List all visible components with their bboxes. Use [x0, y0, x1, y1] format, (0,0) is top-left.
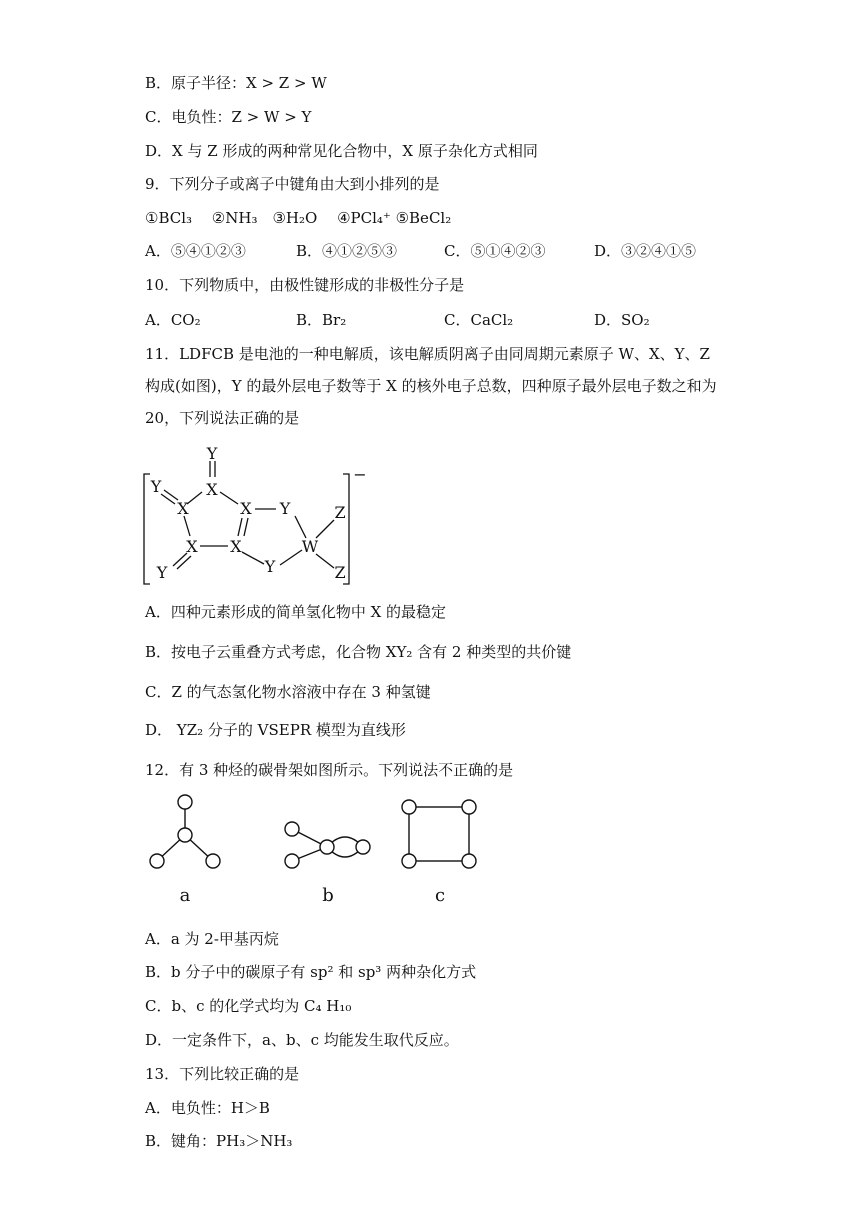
q9-option-d: D．③②④①⑤	[594, 242, 697, 260]
q13-option-a: A．电负性：H＞B	[145, 1099, 270, 1117]
q10-option-d: D．SO₂	[594, 311, 650, 329]
figure-label-c: c	[434, 885, 446, 906]
b-carbon-4	[356, 840, 370, 854]
q9-option-c: C．⑤①④②③	[444, 242, 546, 260]
q11-stem: 11．LDFCB 是电池的一种电解质，该电解质阴离子由同周期元素原子 W、X、Y、Z 构成(如图)，Y 的最外层电子数等于 X 的核外电子总数，四种原子最外层电子数之和为 20，下列说法正确的是	[145, 345, 717, 427]
a-carbon-3	[150, 854, 164, 868]
q8-option-c: C．电负性：Z > W > Y	[145, 108, 312, 126]
atom-x-top: X	[206, 480, 218, 499]
q12-option-c: C．b、c 的化学式均为 C₄ H₁₀	[145, 997, 352, 1015]
c-carbon-1	[402, 800, 416, 814]
q12-stem: 12．有 3 种烃的碳骨架如图所示。下列说法不正确的是	[145, 761, 514, 779]
q11-option-a: A．四种元素形成的简单氢化物中 X 的最稳定	[145, 603, 447, 621]
q10-stem: 10．下列物质中，由极性键形成的非极性分子是	[145, 276, 465, 294]
atom-y-left: Y	[150, 477, 162, 496]
atom-y-upper: Y	[279, 499, 291, 518]
q8-option-d: D．X 与 Z 形成的两种常见化合物中，X 原子杂化方式相同	[145, 142, 538, 160]
q12-carbon-skeleton-figure	[140, 790, 500, 910]
q9-option-a: A．⑤④①②③	[145, 242, 246, 260]
c-carbon-4	[462, 854, 476, 868]
atom-x-bottom-right: X	[230, 537, 242, 556]
q12-option-b: B．b 分子中的碳原子有 sp² 和 sp³ 两种杂化方式	[145, 963, 477, 981]
q10-option-c: C．CaCl₂	[444, 311, 514, 329]
atom-x-bottom-left: X	[186, 537, 198, 556]
c-carbon-3	[402, 854, 416, 868]
figure-label-b: b	[322, 885, 334, 906]
anion-charge: −	[353, 465, 367, 484]
atom-y-top: Y	[206, 444, 218, 463]
q12-option-a: A．a 为 2-甲基丙烷	[145, 930, 279, 948]
q11-anion-structure-figure	[140, 442, 380, 592]
q10-option-b: B．Br₂	[296, 311, 347, 329]
q8-option-b: B．原子半径：X > Z > W	[145, 74, 327, 92]
q9-items: ①BCl₃ ②NH₃ ③H₂O ④PCl₄⁺ ⑤BeCl₂	[145, 209, 452, 227]
a-carbon-1	[178, 795, 192, 809]
atom-z-upper: Z	[334, 503, 346, 522]
a-carbon-4	[206, 854, 220, 868]
q13-option-b: B．键角：PH₃＞NH₃	[145, 1132, 293, 1150]
a-carbon-2	[178, 828, 192, 842]
b-carbon-3	[320, 840, 334, 854]
q10-option-a: A．CO₂	[145, 311, 201, 329]
atom-w: W	[301, 537, 319, 556]
q12-option-d: D．一定条件下，a、b、c 均能发生取代反应。	[145, 1031, 459, 1049]
q9-option-b: B．④①②⑤③	[296, 242, 398, 260]
figure-label-a: a	[179, 885, 191, 906]
left-bracket	[144, 474, 150, 584]
b-carbon-2	[285, 854, 299, 868]
atom-z-lower: Z	[334, 563, 346, 582]
c-carbon-2	[462, 800, 476, 814]
q11-option-c: C．Z 的气态氢化物水溶液中存在 3 种氢键	[145, 683, 431, 701]
q9-stem: 9．下列分子或离子中键角由大到小排列的是	[145, 175, 440, 193]
q11-option-b: B．按电子云重叠方式考虑，化合物 XY₂ 含有 2 种类型的共价键	[145, 643, 572, 661]
atom-y-lower: Y	[264, 557, 276, 576]
atom-x-right: X	[240, 499, 252, 518]
atom-y-bottom-left: Y	[156, 563, 168, 582]
q11-option-d: D． YZ₂ 分子的 VSEPR 模型为直线形	[145, 721, 406, 739]
q13-stem: 13．下列比较正确的是	[145, 1065, 300, 1083]
b-carbon-1	[285, 822, 299, 836]
atom-x-left: X	[177, 499, 189, 518]
